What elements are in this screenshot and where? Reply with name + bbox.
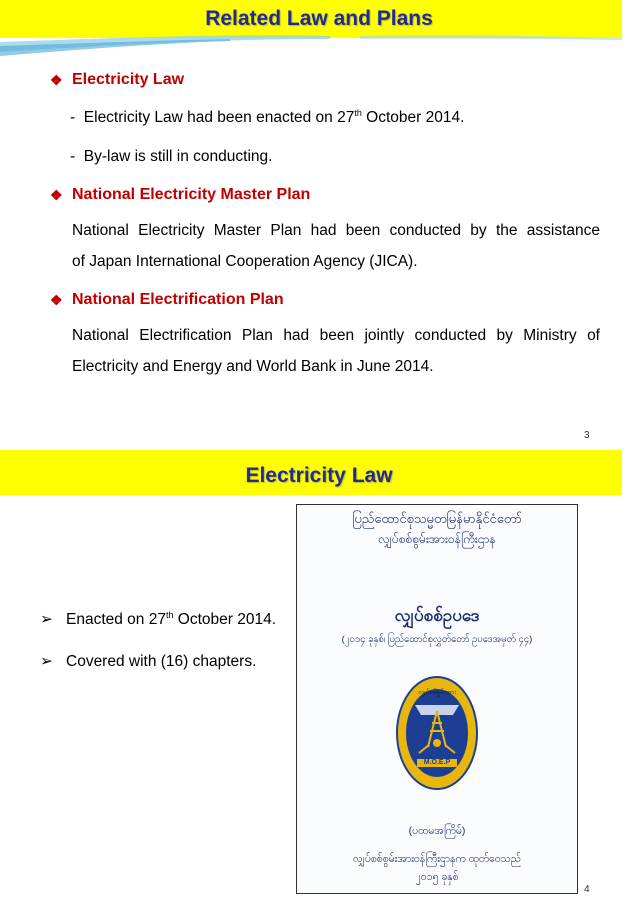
slide-related-law-and-plans (0, 0, 638, 450)
cover-line-2: လျှပ်စစ်စွမ်းအားဝန်ကြီးဌာန (378, 532, 496, 546)
page-number: 4 (584, 884, 590, 895)
cover-subtitle: (၂၀၁၄ ခုနှစ်၊ ပြည်ထောင်စုလွှတ်တော် ဥပဒေအမှတ် ၄၄) (341, 634, 533, 645)
arrow-bullet-icon: ➢ (40, 611, 53, 629)
item-enacted: ➢ Enacted on 27th October 2014. (40, 610, 277, 629)
slide-title: Electricity Law (245, 464, 393, 487)
cover-year: ၂၀၁၅ ခုနှစ် (415, 871, 459, 883)
decorative-swoosh (0, 30, 638, 70)
cover-publisher: လျှပ်စစ်စွမ်းအားဝန်ကြီးဌာနက ထုတ်ဝေသည် (353, 853, 521, 865)
master-plan-paragraph: National Electricity Master Plan had been conducted by the assistance of Japan International Cooperation Agency (JICA). (72, 222, 600, 270)
section-heading-master-plan: ❖ National Electricity Master Plan (50, 186, 311, 203)
section-heading-electricity-law: ❖ Electricity Law (50, 71, 185, 88)
section-heading-electrification-plan: ❖ National Electrification Plan (50, 291, 284, 308)
electrification-plan-paragraph: National Electrification Plan had been jointly conducted by Ministry of Electricity and Energy and World Bank in June 2014. (72, 327, 600, 375)
diamond-bullet-icon: ❖ (50, 291, 63, 308)
item-chapters: ➢ Covered with (16) chapters. (40, 653, 257, 670)
diamond-bullet-icon: ❖ (50, 186, 63, 203)
cover-title: လျှပ်စစ်ဥပဒေ (394, 606, 480, 625)
emblem-label: M.O.E.P (423, 759, 451, 766)
slide-title: Related Law and Plans (205, 7, 433, 30)
cover-line-1: ပြည်ထောင်စုသမ္မတမြန်မာနိုင်ငံတော် (352, 511, 522, 526)
bullet-enacted: - Electricity Law had been enacted on 27th October 2014. (70, 108, 465, 127)
bullet-by-law: - By-law is still in conducting. (70, 148, 273, 165)
diamond-bullet-icon: ❖ (50, 71, 63, 88)
page-number: 3 (584, 430, 590, 441)
arrow-bullet-icon: ➢ (40, 653, 53, 670)
emblem-top-label: လျှပ်စစ်စွမ်းအား (418, 689, 456, 696)
cover-edition: (ပထမအကြိမ်) (408, 825, 466, 837)
law-book-cover (296, 504, 578, 894)
slide-electricity-law (0, 450, 638, 903)
